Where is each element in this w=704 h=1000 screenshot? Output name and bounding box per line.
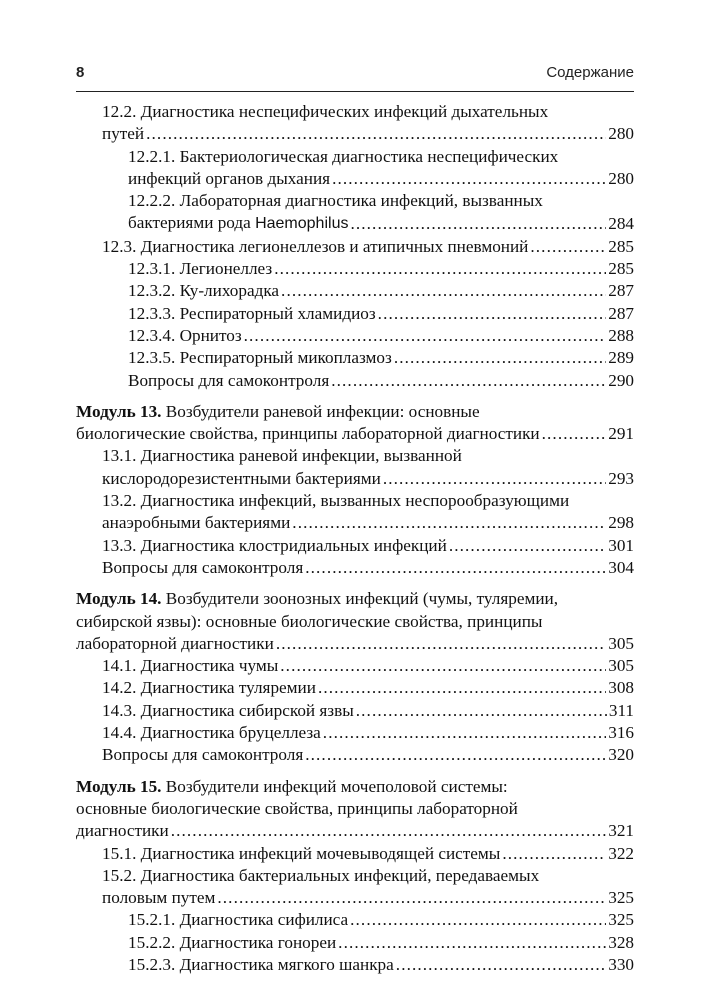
dot-leader xyxy=(244,325,607,347)
toc-title-text: 12.3.5. Респираторный микоплазмоз xyxy=(128,348,392,368)
dot-leader xyxy=(146,123,606,145)
toc-title-text: сибирской язвы): основные биологические свойства, принципы xyxy=(76,611,543,631)
toc-entry-line xyxy=(102,677,634,699)
toc-module-entry xyxy=(76,401,634,446)
toc-title-text: 14.2. Диагностика туляремии xyxy=(102,678,316,698)
toc-entry-line xyxy=(128,146,634,168)
dot-leader xyxy=(332,168,606,190)
toc-entry-text xyxy=(76,612,542,631)
toc-entry-text xyxy=(128,168,330,190)
toc-entry-text xyxy=(102,491,569,510)
toc-entry-text xyxy=(128,191,543,210)
toc-entry-text xyxy=(128,954,394,976)
toc-entry xyxy=(128,303,634,325)
toc-entry xyxy=(128,325,634,347)
toc-entry xyxy=(102,700,634,722)
toc-page-number: 298 xyxy=(608,513,634,533)
dot-leader xyxy=(276,633,606,655)
toc-page-number: 320 xyxy=(608,745,634,765)
toc-page-number: 280 xyxy=(608,124,634,144)
toc-entry xyxy=(102,445,634,490)
toc-title-text: половым путем xyxy=(102,888,216,908)
toc-title-text: 14.3. Диагностика сибирской язвы xyxy=(102,700,354,720)
latin-genus-name: Haemophilus xyxy=(255,215,349,233)
dot-leader xyxy=(449,535,606,557)
toc-title-text: 12.3. Диагностика легионеллезов и атипичных пневмоний xyxy=(102,236,529,256)
toc-entry-text xyxy=(102,512,290,534)
toc-title-text: 12.2. Диагностика неспецифических инфекций дыхательных xyxy=(102,102,549,121)
toc-entry-line xyxy=(76,798,634,820)
toc-title-text: Вопросы для самоконтроля xyxy=(102,557,304,577)
toc-entry-text xyxy=(128,932,336,954)
toc-title-text: 12.2.1. Бактериологическая диагностика неспецифических xyxy=(128,146,559,166)
toc-title-text: 13.3. Диагностика клостридиальных инфекций xyxy=(102,535,447,555)
toc-entry-line xyxy=(128,190,634,212)
dot-leader xyxy=(323,722,606,744)
toc-title-text: кислородорезистентными бактериями xyxy=(102,468,381,488)
toc-entry-line xyxy=(102,843,634,865)
toc-entry-text xyxy=(102,722,321,744)
toc-entry-line xyxy=(102,490,634,512)
toc-entry-text xyxy=(128,212,348,235)
toc-entry-line xyxy=(102,887,634,909)
toc-title-text: лабораторной диагностики xyxy=(76,633,274,653)
toc-page-number: 321 xyxy=(608,821,634,841)
toc-entry-text xyxy=(76,633,274,655)
toc-title-text: 12.3.4. Орнитоз xyxy=(128,325,242,345)
toc-entry xyxy=(128,146,634,191)
dot-leader xyxy=(542,423,607,445)
toc-entry xyxy=(128,909,634,931)
toc-title-text: 12.3.1. Легионеллез xyxy=(128,259,273,279)
dot-leader xyxy=(394,347,606,369)
toc-entry-text xyxy=(102,843,500,865)
toc-entry-line xyxy=(76,820,634,842)
toc-entry-text xyxy=(102,744,303,766)
toc-entry-line xyxy=(102,535,634,557)
toc-entry-line xyxy=(128,347,634,369)
toc-title-text: 13.1. Диагностика раневой инфекции, вызванной xyxy=(102,446,462,466)
toc-entry-text xyxy=(76,777,508,796)
toc-page-number: 287 xyxy=(608,281,634,301)
toc-title-text: 15.1. Диагностика инфекций мочевыводящей системы xyxy=(102,843,501,863)
toc-entry xyxy=(102,101,634,146)
module-label: Модуль 13. xyxy=(76,401,162,421)
toc-title-text: 13.2. Диагностика инфекций, вызванных неспорообразующими xyxy=(102,491,570,511)
toc-entry-line xyxy=(128,370,634,392)
toc-entry-text xyxy=(128,258,272,280)
toc-page-number: 325 xyxy=(608,888,634,908)
toc-entry xyxy=(102,490,634,535)
toc-entry-line xyxy=(102,865,634,887)
toc-entry-line xyxy=(102,722,634,744)
toc-entry-text xyxy=(102,887,215,909)
toc-entry-line xyxy=(102,512,634,534)
toc-entry-text xyxy=(102,102,548,121)
dot-leader xyxy=(383,468,606,490)
toc-page-number: 287 xyxy=(608,303,634,323)
toc-entry-text xyxy=(128,303,376,325)
toc-entry xyxy=(102,557,634,579)
dot-leader xyxy=(280,655,606,677)
toc-title-text: диагностики xyxy=(76,821,169,841)
toc-title-text: Возбудители раневой инфекции: основные xyxy=(161,401,480,421)
page-number: 8 xyxy=(76,64,85,81)
toc-page-number: 280 xyxy=(608,168,634,188)
toc-title-text: инфекций органов дыхания xyxy=(128,168,331,188)
toc-title-text: 12.3.2. Ку-лихорадка xyxy=(128,281,280,301)
toc-entry-text xyxy=(102,535,447,557)
toc-page-number: 285 xyxy=(608,259,634,279)
toc-entry-line xyxy=(128,909,634,931)
toc-page-number: 305 xyxy=(608,633,634,653)
module-label: Модуль 15. xyxy=(76,776,162,796)
toc-entry xyxy=(128,190,634,236)
toc-entry-line xyxy=(128,954,634,976)
toc-entry-text xyxy=(128,347,392,369)
toc-entry-line xyxy=(128,212,634,235)
toc-page-number: 284 xyxy=(608,214,634,234)
toc-page-number: 325 xyxy=(608,910,634,930)
toc-entry xyxy=(128,347,634,369)
toc-page-number: 316 xyxy=(608,723,634,743)
toc-entry-text xyxy=(102,123,144,145)
toc-page-number: 293 xyxy=(608,468,634,488)
toc-entry-line xyxy=(102,744,634,766)
toc-title-text: Возбудители инфекций мочеполовой системы: xyxy=(161,776,508,796)
toc-entry-text xyxy=(76,820,169,842)
dot-leader xyxy=(356,700,607,722)
toc-entry-line xyxy=(102,236,634,258)
toc-title-text: 15.2.1. Диагностика сифилиса xyxy=(128,910,349,930)
dot-leader xyxy=(281,280,606,302)
toc-entry-text xyxy=(128,147,558,166)
dot-leader xyxy=(378,303,607,325)
toc-entry-line xyxy=(76,588,634,610)
toc-entry-line xyxy=(76,633,634,655)
toc-entry xyxy=(102,865,634,910)
dot-leader xyxy=(217,887,606,909)
dot-leader xyxy=(171,820,606,842)
toc-entry-line xyxy=(102,557,634,579)
dot-leader xyxy=(338,932,606,954)
toc-page-number: 330 xyxy=(608,954,634,974)
toc-page-number: 328 xyxy=(608,932,634,952)
toc-entry-text xyxy=(102,866,539,885)
dot-leader xyxy=(502,843,606,865)
toc-entry-text xyxy=(102,446,462,465)
table-of-contents xyxy=(76,101,634,976)
toc-entry-text xyxy=(76,799,518,818)
dot-leader xyxy=(305,557,606,579)
toc-entry-text xyxy=(102,236,528,258)
toc-module-entry xyxy=(76,588,634,655)
toc-title-text: биологические свойства, принципы лабораторной диагностики xyxy=(76,424,540,444)
dot-leader xyxy=(396,954,606,976)
toc-entry-line xyxy=(128,168,634,190)
toc-entry-line xyxy=(128,258,634,280)
toc-entry-text xyxy=(102,557,303,579)
toc-page-number: 305 xyxy=(608,656,634,676)
toc-entry-text xyxy=(102,677,316,699)
toc-title-text: Вопросы для самоконтроля xyxy=(128,370,330,390)
toc-entry-text xyxy=(76,589,558,608)
dot-leader xyxy=(305,744,606,766)
toc-entry-text xyxy=(102,468,381,490)
toc-page-number: 301 xyxy=(608,535,634,555)
toc-entry xyxy=(102,655,634,677)
toc-title-text: 12.2.2. Лабораторная диагностика инфекций, вызванных xyxy=(128,191,543,211)
toc-page-number: 285 xyxy=(608,236,634,256)
section-title: Содержание xyxy=(546,64,634,81)
dot-leader xyxy=(530,236,606,258)
toc-page-number: 290 xyxy=(608,370,634,390)
toc-entry-text xyxy=(102,655,278,677)
toc-page-number: 322 xyxy=(608,843,634,863)
toc-entry xyxy=(102,744,634,766)
toc-entry xyxy=(128,280,634,302)
toc-entry-line xyxy=(102,101,634,123)
toc-entry-text xyxy=(76,402,480,421)
toc-title-text: путей xyxy=(102,124,145,144)
toc-entry-line xyxy=(102,445,634,467)
toc-entry-text xyxy=(128,325,242,347)
toc-entry xyxy=(128,258,634,280)
dot-leader xyxy=(350,909,606,931)
toc-title-text: 15.2.2. Диагностика гонореи xyxy=(128,932,337,952)
toc-entry-text xyxy=(128,370,329,392)
toc-entry xyxy=(102,843,634,865)
toc-entry-line xyxy=(76,776,634,798)
header-rule xyxy=(76,91,634,92)
toc-entry-text xyxy=(102,700,354,722)
running-header xyxy=(76,64,634,88)
dot-leader xyxy=(318,677,606,699)
toc-entry xyxy=(102,236,634,258)
toc-entry-line xyxy=(128,280,634,302)
toc-entry xyxy=(102,677,634,699)
toc-entry-line xyxy=(102,655,634,677)
toc-page-number: 288 xyxy=(608,325,634,345)
toc-entry xyxy=(102,535,634,557)
dot-leader xyxy=(274,258,606,280)
toc-page-number: 308 xyxy=(608,678,634,698)
toc-entry-text xyxy=(128,909,348,931)
toc-page-number: 304 xyxy=(608,557,634,577)
toc-page-number: 289 xyxy=(608,348,634,368)
toc-title-text: 12.3.3. Респираторный хламидиоз xyxy=(128,303,376,323)
toc-entry-line xyxy=(76,401,634,423)
toc-title-text: основные биологические свойства, принципы лабораторной xyxy=(76,798,518,818)
toc-title-text: Вопросы для самоконтроля xyxy=(102,745,304,765)
toc-entry xyxy=(128,954,634,976)
toc-entry xyxy=(128,370,634,392)
toc-entry-line xyxy=(128,325,634,347)
toc-entry-line xyxy=(102,700,634,722)
toc-entry-text xyxy=(128,280,279,302)
toc-entry xyxy=(102,722,634,744)
toc-entry xyxy=(128,932,634,954)
toc-title-text: 14.1. Диагностика чумы xyxy=(102,656,279,676)
toc-title-text: бактериями рода xyxy=(128,213,256,233)
toc-page-number: 311 xyxy=(608,700,634,720)
toc-entry-line xyxy=(128,932,634,954)
toc-title-text: 15.2. Диагностика бактериальных инфекций, передаваемых xyxy=(102,865,540,885)
toc-entry-line xyxy=(102,468,634,490)
toc-title-text: 14.4. Диагностика бруцеллеза xyxy=(102,723,321,743)
toc-title-text: анаэробными бактериями xyxy=(102,513,291,533)
toc-module-entry xyxy=(76,776,634,843)
toc-title-text: Возбудители зоонозных инфекций (чумы, туляремии, xyxy=(161,589,559,609)
module-label: Модуль 14. xyxy=(76,589,162,609)
toc-page-number: 291 xyxy=(608,424,634,444)
toc-entry-line xyxy=(76,423,634,445)
toc-entry-line xyxy=(76,611,634,633)
toc-entry-line xyxy=(128,303,634,325)
dot-leader xyxy=(350,213,606,235)
toc-entry-text xyxy=(76,423,540,445)
toc-entry-line xyxy=(102,123,634,145)
dot-leader xyxy=(331,370,606,392)
dot-leader xyxy=(292,512,606,534)
toc-title-text: 15.2.3. Диагностика мягкого шанкра xyxy=(128,954,394,974)
